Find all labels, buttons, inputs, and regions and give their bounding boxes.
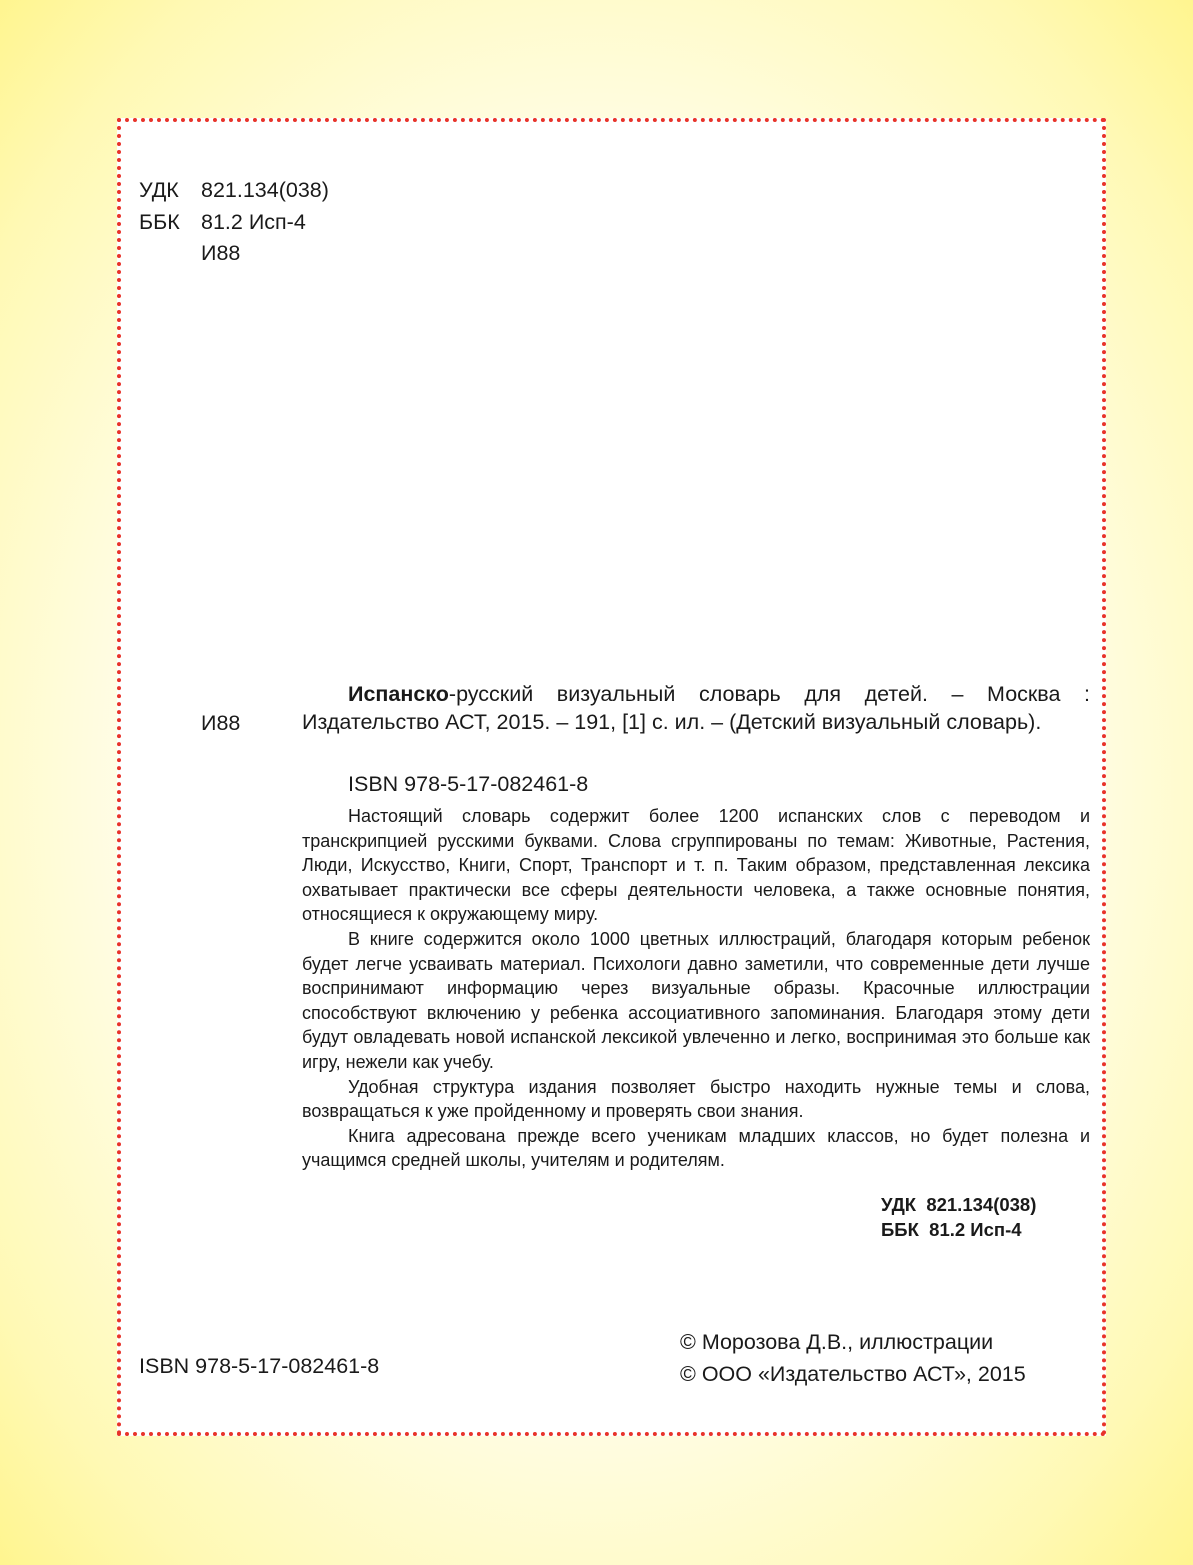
- entry-title-rest: -русский визуальный словарь для детей. – Москва : Издательство АСТ, 2015. – 191, [1] с. ил. – (Детский визуальный словарь).: [302, 682, 1090, 734]
- author-sign-entry: И88: [201, 711, 241, 735]
- annotation: [302, 804, 1090, 1173]
- bottom-udk: УДК 821.134(038): [881, 1194, 1037, 1215]
- bottom-bbk: ББК 81.2 Исп-4: [881, 1219, 1022, 1240]
- bbk-label: ББК: [139, 210, 180, 234]
- copyright-publisher: © ООО «Издательство АСТ», 2015: [680, 1362, 1026, 1386]
- bibliographic-entry: [302, 680, 1090, 736]
- entry-isbn: ISBN 978-5-17-082461-8: [348, 772, 589, 796]
- bbk-value: 81.2 Исп-4: [201, 210, 306, 234]
- author-sign-top: И88: [201, 241, 241, 265]
- imprint-frame: [117, 118, 1106, 1436]
- udk-value: 821.134(038): [201, 178, 329, 202]
- entry-title-bold: Испанско: [348, 682, 449, 706]
- annotation-paragraph: Настоящий словарь содержит более 1200 испанских слов с переводом и транскрипцией русскими буквами. Слова сгруппированы по темам: Животные, Растения, Люди, Искусство, Книги, Спорт, Транспорт и т. п. Таким образом, представленная лексика охватывает практически все сферы деятельности человека, а также основные понятия, относящиеся к окружающему миру.: [302, 806, 1090, 925]
- annotation-paragraph: Книга адресована прежде всего ученикам младших классов, но будет полезна и учащимся средней школы, учителям и родителям.: [302, 1125, 1090, 1171]
- annotation-paragraph: В книге содержится около 1000 цветных иллюстраций, благодаря которым ребенок будет легче усваивать материал. Психологи давно заметили, что современные дети лучше воспринимают информацию через визуальные образы. Красочные иллюстрации способствуют включению у ребенка ассоциативного запоминания. Благодаря этому дети будут овладевать новой испанской лексикой увлеченно и легко, воспринимая это больше как игру, нежели как учебу.: [302, 928, 1090, 1072]
- isbn-bottom: ISBN 978-5-17-082461-8: [139, 1354, 380, 1378]
- annotation-paragraph: Удобная структура издания позволяет быстро находить нужные темы и слова, возвращаться к уже пройденному и проверять свои знания.: [302, 1076, 1090, 1122]
- udk-label: УДК: [139, 178, 179, 202]
- copyright-illustrations: © Морозова Д.В., иллюстрации: [680, 1330, 994, 1354]
